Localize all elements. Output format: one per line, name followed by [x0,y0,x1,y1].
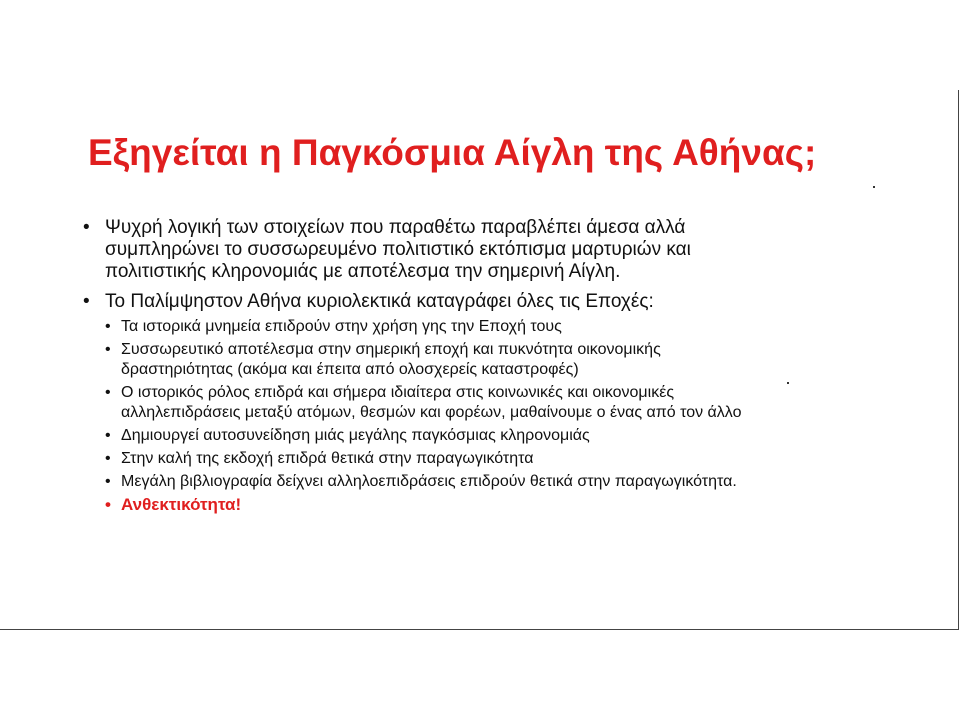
sub-bullet-4-line-1: Δημιουργεί αυτοσυνείδηση μιάς μεγάλης παγκόσμιας κληρονομιάς [121,427,590,444]
slide-title: Εξηγείται η Παγκόσμια Αίγλη της Αθήνας; [88,132,817,173]
sub-bullet-2-line-2: δραστηριότητας (ακόμα και έπειτα από ολοσχερείς καταστροφές) [121,361,579,378]
bullet-dot: • [105,384,111,401]
sub-bullet-2-line-1: Συσσωρευτικό αποτέλεσμα στην σημερική εποχή και πυκνότητα οικονομικής [121,341,661,358]
bullet-list [83,217,883,523]
sub-bullet-list [105,317,883,515]
bullet-dot: • [83,217,90,238]
slide-border-bottom [0,629,959,630]
stray-mark [787,382,789,384]
sub-bullet-item-3 [105,383,883,423]
sub-bullet-item-4 [105,426,883,446]
slide-border-right [958,90,959,629]
bullet-dot: • [83,291,90,312]
sub-bullet-3-line-1: Ο ιστορικός ρόλος επιδρά και σήμερα ιδιαίτερα στις κοινωνικές και οικονομικές [121,384,675,401]
sub-bullet-item-5 [105,449,883,469]
sub-bullet-item-1 [105,317,883,337]
bullet-dot: • [105,495,111,514]
sub-bullet-item-6 [105,472,883,492]
sub-bullet-item-2 [105,340,883,380]
bullet-dot: • [105,473,111,490]
sub-bullet-5-line-1: Στην καλή της εκδοχή επιδρά θετικά στην παραγωγικότητα [121,450,534,467]
sub-bullet-item-highlight [105,495,883,515]
bullet-1-line-1: Ψυχρή λογική των στοιχείων που παραθέτω παραβλέπει άμεσα αλλά [105,217,686,238]
stray-mark [873,186,875,188]
bullet-dot: • [105,427,111,444]
bullet-dot: • [105,318,111,335]
bullet-1-line-2: συμπληρώνει το συσσωρευμένο πολιτιστικό εκτόπισμα μαρτυριών και [105,239,691,260]
sub-bullet-3-line-2: αλληλεπιδράσεις μεταξύ ατόμων, θεσμών και φορέων, μαθαίνουμε ο ένας από τον άλλο [121,404,742,421]
sub-bullet-1-line-1: Τα ιστορικά μνημεία επιδρούν στην χρήση γης την Εποχή τους [121,318,562,335]
bullet-item-1 [83,217,883,283]
bullet-2-line-1: Το Παλίμψηστον Αθήνα κυριολεκτικά καταγράφει όλες τις Εποχές: [105,291,654,312]
sub-bullet-6-line-1: Μεγάλη βιβλιογραφία δείχνει αλληλοεπιδράσεις επιδρούν θετικά στην παραγωγικότητα. [121,473,737,490]
bullet-dot: • [105,341,111,358]
bullet-1-line-3: πολιτιστικής κληρονομιάς με αποτέλεσμα την σημερινή Αίγλη. [105,261,621,282]
sub-bullet-highlight-text: Ανθεκτικότητα! [121,495,242,514]
bullet-item-2 [83,291,883,515]
bullet-dot: • [105,450,111,467]
